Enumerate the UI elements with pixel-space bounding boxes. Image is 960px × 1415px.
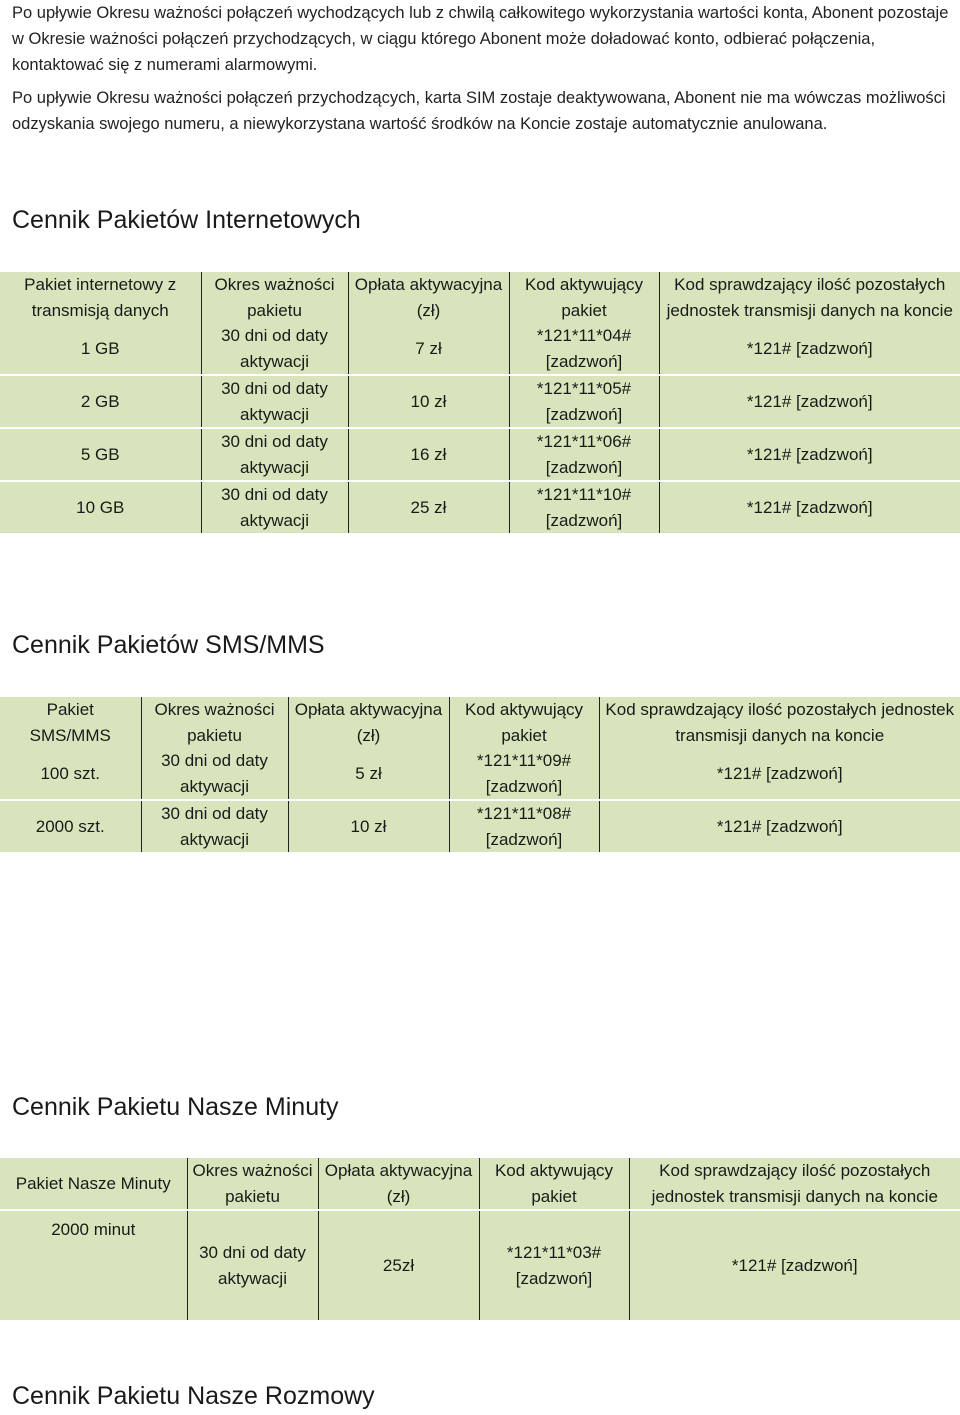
check-code-link[interactable]: *121# [zadzwoń]: [599, 748, 960, 800]
activation-code-link[interactable]: *121*11*03# [zadzwoń]: [479, 1210, 629, 1320]
minutes-price-table: [0, 1158, 960, 1320]
package-name: 2000 minut: [0, 1210, 187, 1320]
column-header-check-code: Kod sprawdzający ilość pozostałych jednostek transmisji danych na koncie: [659, 272, 960, 323]
column-header-activation-code: Kod aktywujący pakiet: [449, 697, 599, 748]
table-row: [0, 1210, 960, 1320]
check-code-link[interactable]: *121# [zadzwoń]: [659, 375, 960, 428]
check-code-link[interactable]: *121# [zadzwoń]: [659, 428, 960, 481]
column-header-fee: Opłata aktywacyjna (zł): [348, 272, 509, 323]
check-code-link[interactable]: *121# [zadzwoń]: [659, 481, 960, 533]
column-header-package: Pakiet Nasze Minuty: [15, 1173, 171, 1193]
package-name: 5 GB: [0, 428, 201, 481]
column-header-fee: Opłata aktywacyjna (zł): [318, 1158, 479, 1210]
activation-code-link[interactable]: *121*11*06# [zadzwoń]: [509, 428, 659, 481]
package-name: 1 GB: [80, 338, 120, 358]
package-name: 2000 szt.: [0, 800, 141, 852]
column-header-package: Pakiet SMS/MMS: [29, 700, 111, 745]
table-row: [0, 800, 960, 852]
column-header-validity: Okres ważności pakietu: [201, 272, 348, 323]
table-row: [0, 375, 960, 428]
table-header-row: [0, 1158, 960, 1210]
activation-code-link[interactable]: *121*11*04# [zadzwoń]: [509, 323, 659, 375]
activation-fee: 7 zł: [348, 323, 509, 375]
table-row: [0, 481, 960, 533]
activation-code-link[interactable]: *121*11*09# [zadzwoń]: [449, 748, 599, 800]
rozmowy-section-title: Cennik Pakietu Nasze Rozmowy: [12, 1382, 375, 1410]
activation-fee: 25zł: [318, 1210, 479, 1320]
sms-price-table: [0, 697, 960, 852]
internet-price-table: [0, 272, 960, 533]
activation-fee: 5 zł: [288, 748, 449, 800]
internet-section-title: Cennik Pakietów Internetowych: [12, 206, 361, 234]
column-header-package: Pakiet internetowy z transmisją danych: [24, 275, 177, 320]
activation-code-link[interactable]: *121*11*08# [zadzwoń]: [449, 800, 599, 852]
validity-period: 30 dni od daty aktywacji: [201, 481, 348, 533]
minutes-section-title: Cennik Pakietu Nasze Minuty: [12, 1093, 339, 1121]
activation-fee: 10 zł: [348, 375, 509, 428]
validity-period: 30 dni od daty aktywacji: [141, 800, 288, 852]
check-code-link[interactable]: *121# [zadzwoń]: [659, 323, 960, 375]
package-name: 10 GB: [0, 481, 201, 533]
table-header-row: [0, 697, 960, 748]
validity-period: 30 dni od daty aktywacji: [201, 375, 348, 428]
column-header-activation-code: Kod aktywujący pakiet: [479, 1158, 629, 1210]
column-header-check-code: Kod sprawdzający ilość pozostałych jednostek transmisji danych na koncie: [629, 1158, 960, 1210]
validity-period: 30 dni od daty aktywacji: [201, 323, 348, 375]
package-name: 100 szt.: [40, 763, 101, 783]
activation-code-link[interactable]: *121*11*10# [zadzwoń]: [509, 481, 659, 533]
package-name: 2 GB: [0, 375, 201, 428]
column-header-validity: Okres ważności pakietu: [141, 697, 288, 748]
table-row: [0, 428, 960, 481]
table-row: [0, 748, 960, 800]
column-header-validity: Okres ważności pakietu: [187, 1158, 318, 1210]
check-code-link[interactable]: *121# [zadzwoń]: [599, 800, 960, 852]
intro-paragraph-incoming: Po upływie Okresu ważności połączeń przychodzących, karta SIM zostaje deaktywowana, Abonent nie ma wówczas możliwości odzyskania swojego numeru, a niewykorzystana wartość środków na Koncie zostaje automatycznie anulowana.: [12, 89, 946, 133]
column-header-activation-code: Kod aktywujący pakiet: [509, 272, 659, 323]
table-row: [0, 323, 960, 375]
validity-period: 30 dni od daty aktywacji: [187, 1210, 318, 1320]
intro-paragraph-outgoing: Po upływie Okresu ważności połączeń wychodzących lub z chwilą całkowitego wykorzystania wartości konta, Abonent pozostaje w Okresie ważności połączeń przychodzących, w ciągu którego Abonent może doładować konto, odbierać połączenia, kontaktować się z numerami alarmowymi.: [12, 4, 949, 74]
activation-fee: 25 zł: [348, 481, 509, 533]
activation-fee: 16 zł: [348, 428, 509, 481]
column-header-check-code: Kod sprawdzający ilość pozostałych jednostek transmisji danych na koncie: [599, 697, 960, 748]
activation-fee: 10 zł: [288, 800, 449, 852]
validity-period: 30 dni od daty aktywacji: [141, 748, 288, 800]
validity-period: 30 dni od daty aktywacji: [201, 428, 348, 481]
check-code-link[interactable]: *121# [zadzwoń]: [629, 1210, 960, 1320]
table-header-row: [0, 272, 960, 323]
activation-code-link[interactable]: *121*11*05# [zadzwoń]: [509, 375, 659, 428]
column-header-fee: Opłata aktywacyjna (zł): [288, 697, 449, 748]
sms-section-title: Cennik Pakietów SMS/MMS: [12, 631, 325, 659]
